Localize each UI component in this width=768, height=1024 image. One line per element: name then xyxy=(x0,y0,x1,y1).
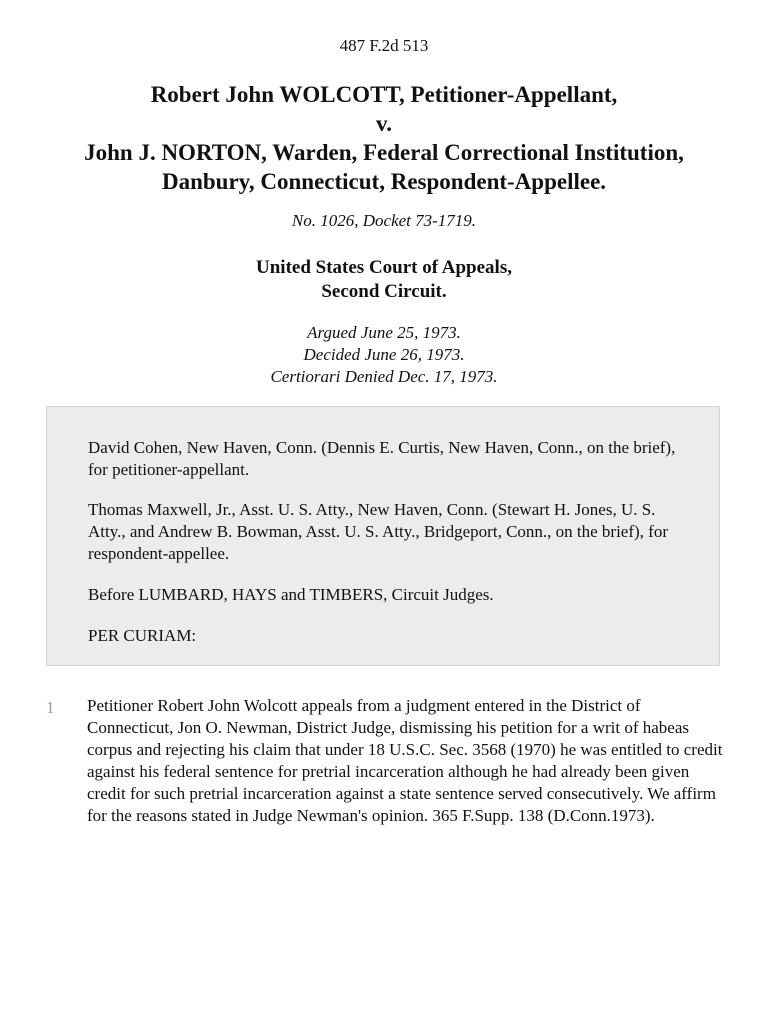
panel-judges: Before LUMBARD, HAYS and TIMBERS, Circuit Judges. xyxy=(88,585,494,604)
court-name xyxy=(0,256,768,304)
certiorari-date: Certiorari Denied Dec. 17, 1973. xyxy=(270,367,498,386)
docket-number: No. 1026, Docket 73-1719. xyxy=(291,211,477,230)
case-title-respondent-cont: Danbury, Connecticut, Respondent-Appellee. xyxy=(161,169,607,194)
case-title-versus: v. xyxy=(376,111,392,136)
case-title xyxy=(0,80,768,196)
petitioner-counsel: David Cohen, New Haven, Conn. (Dennis E. Curtis, New Haven, Conn., on the brief), for petitioner-appellant. xyxy=(88,438,676,479)
case-title-petitioner: Robert John WOLCOTT, Petitioner-Appellant, xyxy=(150,82,618,107)
case-title-respondent: John J. NORTON, Warden, Federal Correctional Institution, xyxy=(84,140,684,165)
per-curiam-label: PER CURIAM: xyxy=(88,626,197,645)
paragraph-number: 1 xyxy=(46,698,55,717)
counsel-panel xyxy=(46,406,720,666)
court-name-line1: United States Court of Appeals, xyxy=(256,257,512,278)
case-dates xyxy=(0,322,768,388)
case-citation: 487 F.2d 513 xyxy=(339,36,429,55)
argued-date: Argued June 25, 1973. xyxy=(307,323,461,342)
opinion-paragraph: Petitioner Robert John Wolcott appeals from a judgment entered in the District of Connecticut, Jon O. Newman, District Judge, dismissing his petition for a writ of habeas corpus and rejecting his claim that under 18 U.S.C. Sec. 3568 (1970) he was entitled to credit against his federal sentence for pretrial incarceration although he had already been given credit for such pretrial incarceration against a state sentence served consecutively. We affirm for the reasons stated in Judge Newman's opinion. 365 F.Supp. 138 (D.Conn.1973). xyxy=(87,696,723,825)
court-name-line2: Second Circuit. xyxy=(321,281,447,302)
decided-date: Decided June 26, 1973. xyxy=(303,345,465,364)
respondent-counsel: Thomas Maxwell, Jr., Asst. U. S. Atty., New Haven, Conn. (Stewart H. Jones, U. S. Atty., and Andrew B. Bowman, Asst. U. S. Atty., Bridgeport, Conn., on the brief), for respondent-appellee. xyxy=(88,500,669,563)
